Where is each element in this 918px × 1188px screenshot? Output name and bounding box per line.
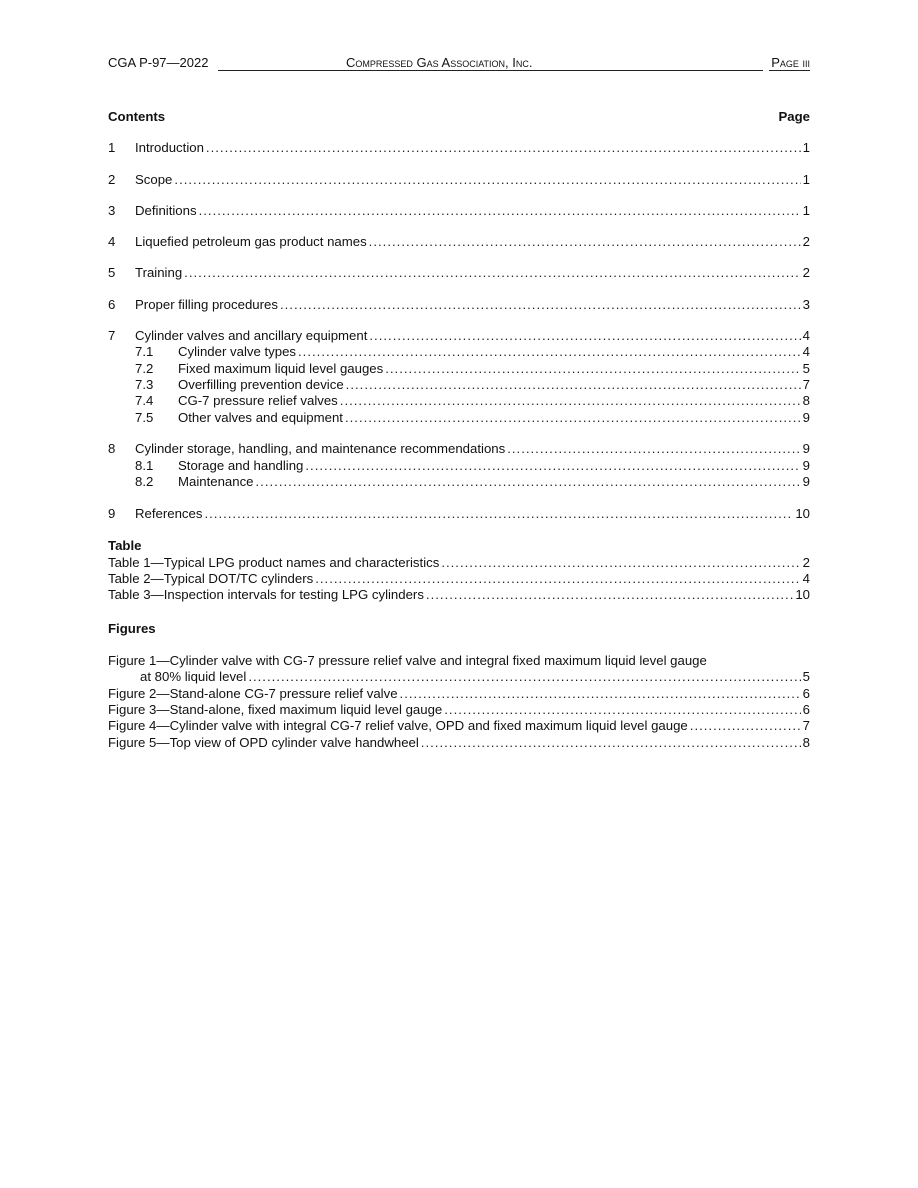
publisher-name: Compressed Gas Association, Inc. [346,55,533,70]
toc-subentry[interactable]: 7.4 CG-7 pressure relief valves ..... 8 [108,393,810,409]
table-entry[interactable]: Table 1—Typical LPG product names and characteristics ..... 2 [108,555,810,571]
toc-entry[interactable]: 7 Cylinder valves and ancillary equipment ..... 4 [108,328,810,344]
page-column-heading: Page [778,109,810,124]
figure-entry[interactable]: Figure 1—Cylinder valve with CG-7 pressure relief valve and integral fixed maximum liquid level gauge at 80% liquid level ..... 5 [108,653,810,685]
toc-entry[interactable]: 8 Cylinder storage, handling, and maintenance recommendations ..... 9 [108,441,810,457]
toc-entry[interactable]: 1 Introduction ..... 1 [108,140,810,156]
figures-heading: Figures [108,621,156,636]
toc-subentry[interactable]: 7.1 Cylinder valve types ..... 4 [108,344,810,360]
figure-entry[interactable]: Figure 2—Stand-alone CG-7 pressure relief valve ..... 6 [108,686,810,702]
figure-entry[interactable]: Figure 4—Cylinder valve with integral CG-7 relief valve, OPD and fixed maximum liquid level gauge ..... 7 [108,718,810,734]
page-number: Page iii [771,55,810,70]
figure-entry[interactable]: Figure 5—Top view of OPD cylinder valve handwheel ..... 8 [108,735,810,751]
toc-entry[interactable]: 2 Scope ..... 1 [108,172,810,188]
contents-heading: Contents [108,109,166,124]
contents-heading-row [108,109,810,124]
document-id: CGA P-97—2022 [108,55,209,70]
toc-subentry[interactable]: 7.2 Fixed maximum liquid level gauges ..... 5 [108,361,810,377]
toc-entry[interactable]: 5 Training ..... 2 [108,265,810,281]
table-entry[interactable]: Table 2—Typical DOT/TC cylinders ..... 4 [108,571,810,587]
toc-subentry[interactable]: 7.5 Other valves and equipment ..... 9 [108,410,810,426]
toc-entry[interactable]: 9 References ..... 10 [108,506,810,522]
tables-heading: Table [108,538,142,553]
toc-subentry[interactable]: 7.3 Overfilling prevention device ..... 7 [108,377,810,393]
toc-subentry[interactable]: 8.1 Storage and handling ..... 9 [108,458,810,474]
toc-entry[interactable]: 4 Liquefied petroleum gas product names ..... 2 [108,234,810,250]
toc-entry[interactable]: 3 Definitions ..... 1 [108,203,810,219]
figure-entry[interactable]: Figure 3—Stand-alone, fixed maximum liquid level gauge ..... 6 [108,702,810,718]
toc-subentry[interactable]: 8.2 Maintenance ..... 9 [108,474,810,490]
publisher-rule [218,55,763,71]
table-entry[interactable]: Table 3—Inspection intervals for testing LPG cylinders ..... 10 [108,587,810,603]
toc-entry[interactable]: 6 Proper filling procedures ..... 3 [108,297,810,313]
page-header [108,55,810,71]
